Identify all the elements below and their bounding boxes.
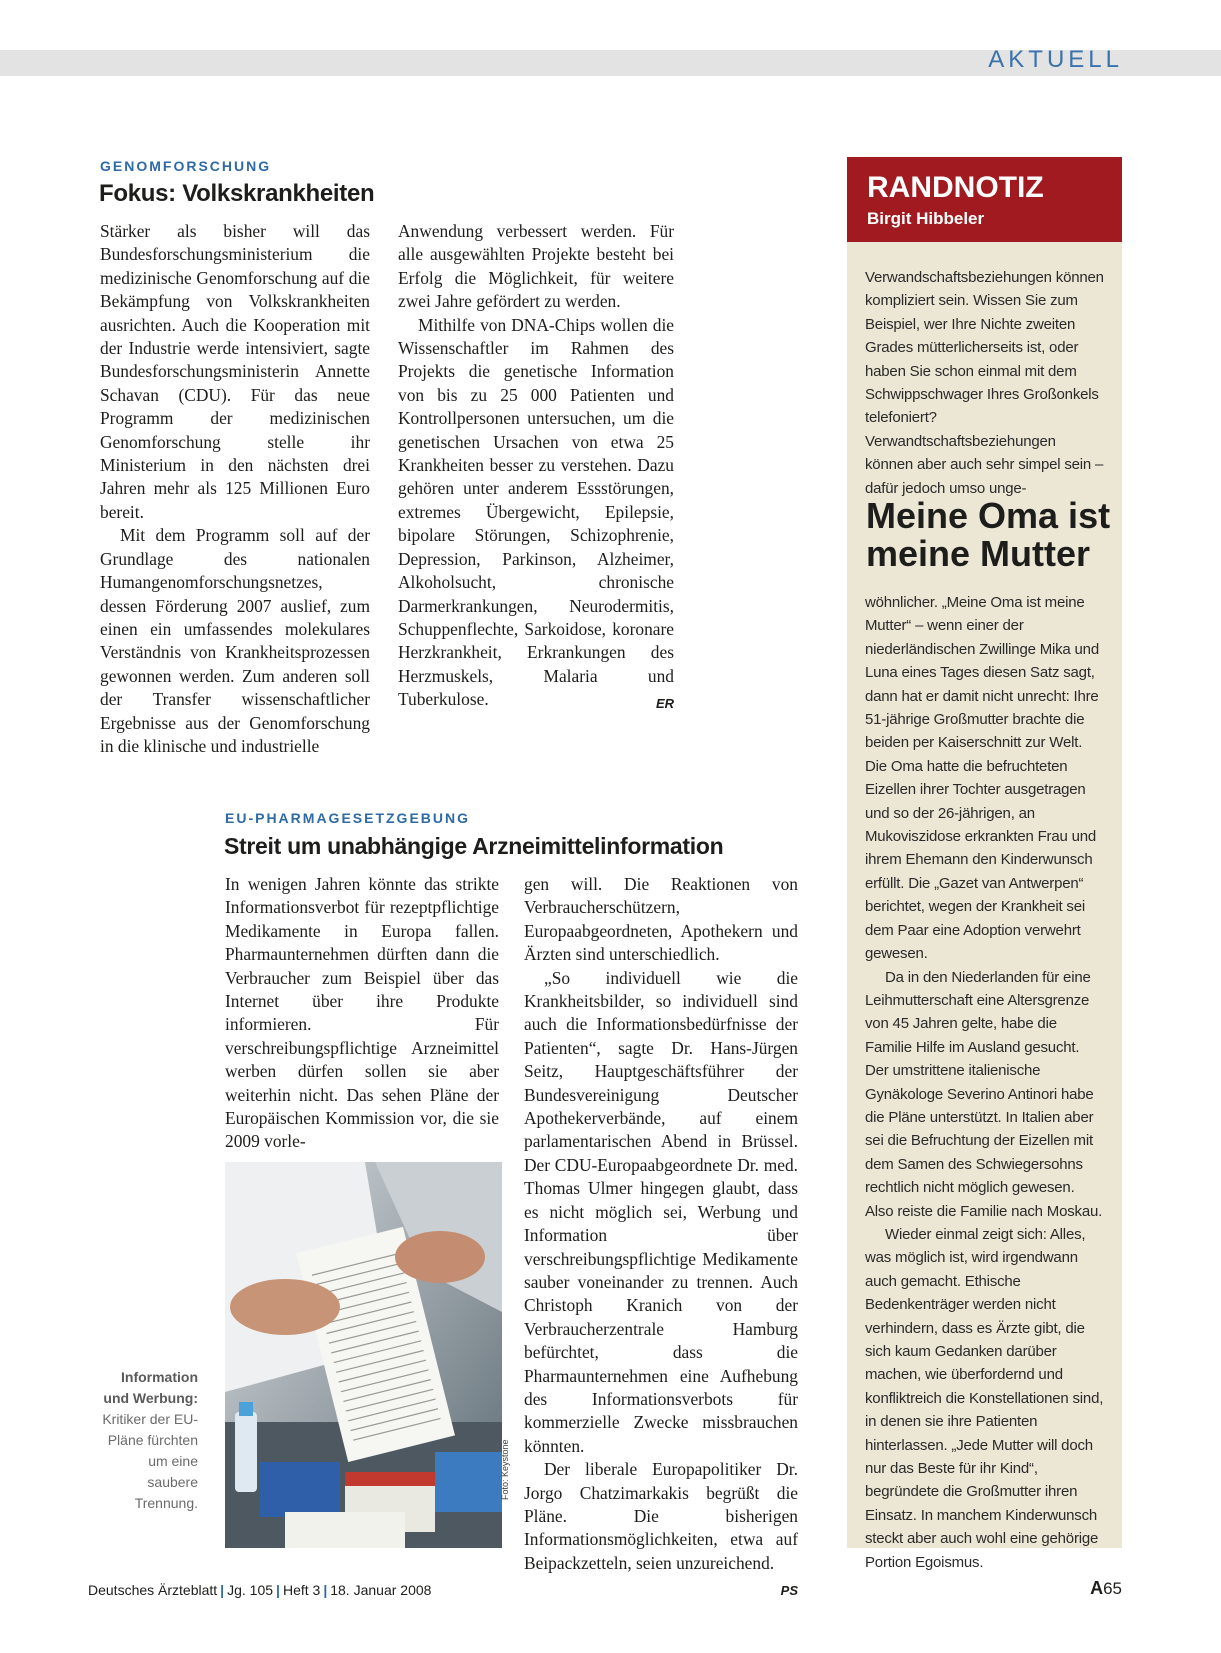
article2-column-2 [524, 873, 798, 1603]
randnotiz-column [865, 591, 1105, 1574]
photo-caption [95, 1367, 198, 1514]
randnotiz-title: RANDNOTIZ [867, 171, 1044, 204]
article2-col2-paragraph-3-text: Der liberale Europapolitiker Dr. Jorgo Chatzimarkakis begrüßt die Pläne. Die bisherigen Informationsmöglichkeiten, etwa auf Beipackzetteln, seien unzureichend. [524, 1459, 798, 1573]
page-number [1090, 1578, 1122, 1599]
article2-headline: Streit um unabhängige Arzneimittelinformation [224, 833, 724, 859]
footer-separator: | [276, 1582, 280, 1598]
footer-date: 18. Januar 2008 [330, 1582, 432, 1598]
photo-caption-title: Information und Werbung: [103, 1369, 198, 1406]
randnotiz-paragraph-2: Da in den Niederlanden für eine Leihmutterschaft eine Altersgrenze von 45 Jahren gelte, habe die Familie Hilfe im Ausland gesucht. Der umstrittene italienische Gynäkologe Severino Antinori habe die Pläne unterstützt. In Italien aber sei die Befruchtung der Eizellen mit dem Samen des Schwiegersohns rechtlich nicht möglich gewesen. Also reiste die Familie nach Moskau. [865, 968, 1103, 1220]
footer-separator: | [220, 1582, 225, 1598]
section-label: AKTUELL [988, 46, 1123, 73]
article1-column-2 [398, 220, 674, 716]
randnotiz-headline: Meine Oma ist meine Mutter [866, 495, 1111, 574]
page-prefix: A [1090, 1578, 1104, 1598]
article2-col1-paragraph-1: In wenigen Jahren könnte das strikte Informationsverbot für rezeptpflichtige Medikamente in Europa fallen. Pharmaunternehmen dürften dann die Verbraucher zum Beispiel über das Internet über ihre Produkte informieren. Für verschreibungspflichtige Arzneimittel werben dürfen sollen sie aber weiterhin nicht. Das sehen Pläne der Europäischen Kommission vor, die sie 2009 vorle- [225, 874, 499, 1152]
article1-col2-paragraph-2 [398, 314, 674, 712]
article1-kicker: GENOMFORSCHUNG [100, 158, 272, 174]
article1-col1-paragraph-2: Mit dem Programm soll auf der Grundlage des nationalen Humangenomforschungsnetzes, dessen Förderung 2007 auslief, zum einen ein umfassendes molekulares Verständnis von Krankheitsprozessen gewonnen werden. Zum anderen soll der Transfer wissenschaftlicher Ergebnisse aus der Genomforschung in die klinische und industrielle [100, 525, 370, 756]
article2-signature: PS [780, 1583, 798, 1599]
article1-headline: Fokus: Volkskrankheiten [99, 180, 375, 207]
article2-col2-paragraph-3 [524, 1458, 798, 1599]
footer-journal: Deutsches Ärzteblatt [88, 1582, 218, 1598]
article2-col2-paragraph-2: „So individuell wie die Krankheitsbilder, so individuell sind auch die Informationsbedürfnisse der Patienten“, sagte Dr. Hans-Jürgen Seitz, Hauptgeschäftsführer der Bundesvereinigung Deutscher Apothekerverbände, auf einem parlamentarischen Abend in Brüssel. Der CDU-Europaabgeordnete Dr. med. Thomas Ulmer hingegen glaubt, dass es nicht möglich sei, Werbung und Information über verschreibungspflichtige Medikamente sauber voneinander zu trennen. Auch Christoph Kranich von der Verbraucherzentrale Hamburg befürchtet, dass die Pharmaunternehmen eine Aufhebung des Informationsverbots für kommerzielle Zwecke missbrauchen könnten. [524, 967, 798, 1456]
article1-col2-paragraph-1: Anwendung verbessert werden. Für alle ausgewählten Projekte besteht bei Erfolg die Möglichkeit, für weitere zwei Jahre gefördert zu werden. [398, 221, 674, 312]
randnotiz-intro [865, 266, 1105, 500]
randnotiz-header [847, 157, 1122, 242]
pharmacy-photo-illustration [225, 1162, 502, 1548]
pharmacy-photo [225, 1162, 502, 1548]
photo-caption-text: Kritiker der EU-Pläne fürchten um eine saubere Trennung. [102, 1411, 198, 1511]
randnotiz-paragraph-1: wöhnlicher. „Meine Oma ist meine Mutter“ – wenn einer der niederländischen Zwillinge Mika und Luna eines Tages diesen Satz sagt, dann hat er damit nicht unrecht: Ihre 51-jährige Großmutter brachte die beiden per Kaiserschnitt zur Welt. Die Oma hatte die befruchteten Eizellen ihrer Tochter ausgetragen und so der 26-jährigen, an Mukoviszidose erkrankten Frau und ihrem Ehemann den Kinderwunsch erfüllt. Die „Gazet van Antwerpen“ berichtet, wegen der Krankheit sei dem Paar eine Adoption verwehrt gewesen. [865, 594, 1099, 963]
footer-citation [88, 1582, 431, 1598]
article2-col2-paragraph-1: gen will. Die Reaktionen von Verbraucherschützern, Europaabgeordneten, Apothekern und Ärzten sind unterschiedlich. [524, 874, 798, 965]
article1-column-1 [100, 220, 370, 758]
photo-credit: Foto: Keystone [500, 1439, 510, 1500]
article1-signature: ER [655, 696, 674, 712]
footer-volume: Jg. 105 [227, 1582, 274, 1598]
footer-separator: | [323, 1582, 328, 1598]
article2-column-1 [225, 873, 499, 1154]
article1-col2-paragraph-2-text: Mithilfe von DNA-Chips wollen die Wissenschaftler im Rahmen des Projekts die genetische Information von bis zu 25 000 Patienten und Kontrollpersonen untersuchen, um die genetischen Ursachen von etwa 25 Krankheiten besser zu verstehen. Dazu gehören unter anderem Essstörungen, extremes Übergewicht, Epilepsie, bipolare Störungen, Schizophrenie, Depression, Parkinson, Alzheimer, Alkoholsucht, chronische Darmerkrankungen, Neurodermitis, Schuppenflechte, Sarkoidose, koronare Herzkrankheit, Erkrankungen des Herzmuskels, Malaria und Tuberkulose. [398, 314, 674, 710]
footer-issue: Heft 3 [282, 1582, 321, 1598]
article2-kicker: EU-PHARMAGESETZGEBUNG [225, 810, 471, 826]
randnotiz-author: Birgit Hibbeler [867, 209, 985, 228]
randnotiz-intro-text: Verwandschaftsbeziehungen können kompliziert sein. Wissen Sie zum Beispiel, wer Ihre Nichte zweiten Grades mütterlicherseits ist, oder haben Sie schon einmal mit dem Schwippschwager Ihres Großonkels telefoniert? Verwandtschaftsbeziehungen können aber auch sehr simpel sein – dafür jedoch umso unge- [865, 269, 1104, 497]
page-number-value: 65 [1103, 1579, 1122, 1598]
article1-col1-paragraph-1: Stärker als bisher will das Bundesforschungsministerium die medizinische Genomforschung auf die Bekämpfung von Volkskrankheiten ausrichten. Auch die Kooperation mit der Industrie werde intensiviert, sagte Bundesforschungsministerin Annette Schavan (CDU). Für das neue Programm der medizinischen Genomforschung stelle ihr Ministerium in den nächsten drei Jahren mehr als 125 Millionen Euro bereit. [100, 221, 370, 522]
randnotiz-paragraph-3: Wieder einmal zeigt sich: Alles, was möglich ist, wird irgendwann auch gemacht. Ethische Bedenkenträger werden nicht verhindern, dass es Ärzte gibt, die sich kaum Gedanken darüber machen, wie überfordernd und konfliktreich die Konstellationen sind, in denen sie ihre Patienten hinterlassen. „Jede Mutter will doch nur das Beste für ihr Kind“, begründete die Großmutter ihren Einsatz. In manchem Kinderwunsch steckt aber auch wohl eine gehörige Portion Egoismus. [865, 1225, 1104, 1571]
